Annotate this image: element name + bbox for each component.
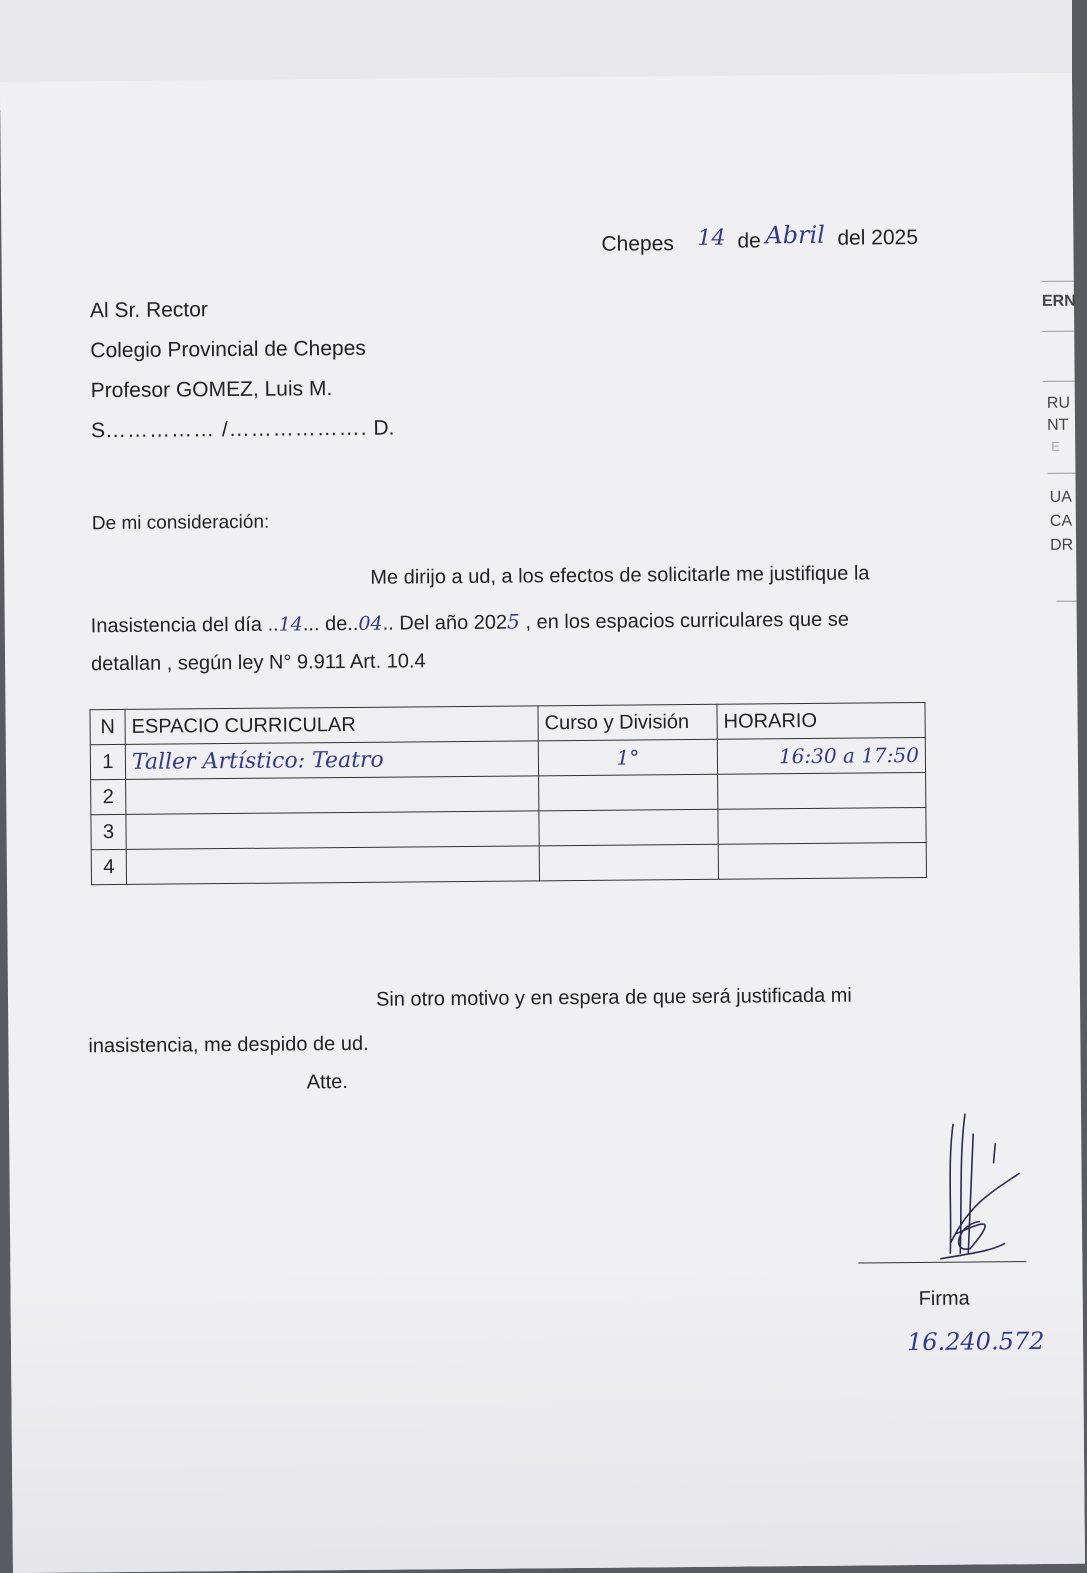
margin-line	[1042, 331, 1074, 332]
margin-fragment: RU	[1046, 394, 1071, 412]
cell-curso	[539, 809, 718, 846]
salutation-s: S	[90, 419, 106, 443]
margin-fragment: UA	[1049, 488, 1072, 506]
row-number: 2	[91, 779, 126, 814]
cell-curso	[539, 774, 718, 811]
addressee-line-1: Al Sr. Rector	[89, 298, 208, 323]
row-number: 1	[90, 744, 125, 779]
margin-line	[1043, 381, 1075, 382]
cell-horario	[718, 807, 926, 844]
body-line-1: Me dirijo a ud, a los efectos de solicitarle me justifique la	[370, 562, 870, 589]
body-line-3: detallan , según ley N° 9.911 Art. 10.4	[90, 650, 426, 676]
cell-horario	[718, 772, 926, 809]
row-number: 3	[91, 814, 126, 849]
dots-2: ……………….	[228, 416, 368, 442]
margin-fragment: E	[1051, 438, 1060, 454]
letter-page	[0, 73, 1085, 1573]
body-line-2-mid: ... de..	[302, 612, 359, 636]
margin-fragment: ERN	[1041, 292, 1076, 310]
year-text: del 2025	[837, 225, 919, 250]
cell-espacio	[126, 776, 539, 815]
addressee-line-2: Colegio Provincial de Chepes	[90, 336, 366, 363]
addressee-line-3: Profesor GOMEZ, Luis M.	[90, 377, 333, 403]
handwritten-horario: 16:30 a 17:50	[717, 737, 925, 774]
handwritten-dni: 16.240.572	[906, 1326, 1045, 1357]
greeting: De mi consideración:	[91, 511, 270, 535]
header-horario: HORARIO	[717, 702, 925, 739]
body-line-2	[91, 607, 849, 639]
header-espacio: ESPACIO CURRICULAR	[125, 706, 538, 745]
cell-espacio	[126, 811, 539, 850]
row-number: 4	[91, 849, 126, 884]
handwritten-espacio: Taller Artístico: Teatro	[125, 741, 538, 780]
closing-line-1: Sin otro motivo y en espera de que será justificada mi	[375, 984, 852, 1011]
margin-fragment: DR	[1050, 536, 1074, 554]
margin-fragment: NT	[1046, 416, 1069, 434]
de-text: de	[737, 229, 761, 253]
margin-line	[1057, 601, 1077, 602]
header-curso: Curso y División	[538, 704, 717, 741]
handwritten-signature	[909, 1103, 1040, 1264]
addressee-line-4	[91, 417, 395, 444]
closing-line-2: inasistencia, me despido de ud.	[88, 1032, 369, 1058]
cell-curso	[539, 844, 718, 881]
margin-fragment: CA	[1049, 512, 1073, 530]
handwritten-curso: 1°	[538, 739, 717, 776]
body-line-2-pre: Inasistencia del día ..	[90, 613, 279, 638]
handwritten-year-digit: 5	[507, 609, 520, 634]
margin-line	[1042, 281, 1074, 282]
header-n: N	[90, 709, 125, 744]
table-row	[91, 842, 926, 884]
handwritten-absence-day: 14	[278, 613, 303, 636]
closing-line-3: Atte.	[306, 1071, 348, 1094]
cell-espacio	[126, 846, 539, 885]
signature-label: Firma	[918, 1287, 970, 1311]
handwritten-month: Abril	[765, 220, 826, 250]
cell-horario	[718, 842, 926, 879]
salutation-d: D.	[373, 416, 395, 440]
body-line-2-end: , en los espacios curriculares que se	[525, 608, 850, 634]
body-line-2-post: .. Del año 202	[382, 611, 508, 635]
dots-1: …………… /	[104, 418, 229, 443]
handwritten-absence-month: 04	[358, 612, 383, 635]
handwritten-day: 14	[697, 225, 726, 251]
curricular-spaces-table	[89, 702, 927, 885]
place-text: Chepes	[601, 232, 674, 256]
margin-line	[1047, 473, 1075, 474]
